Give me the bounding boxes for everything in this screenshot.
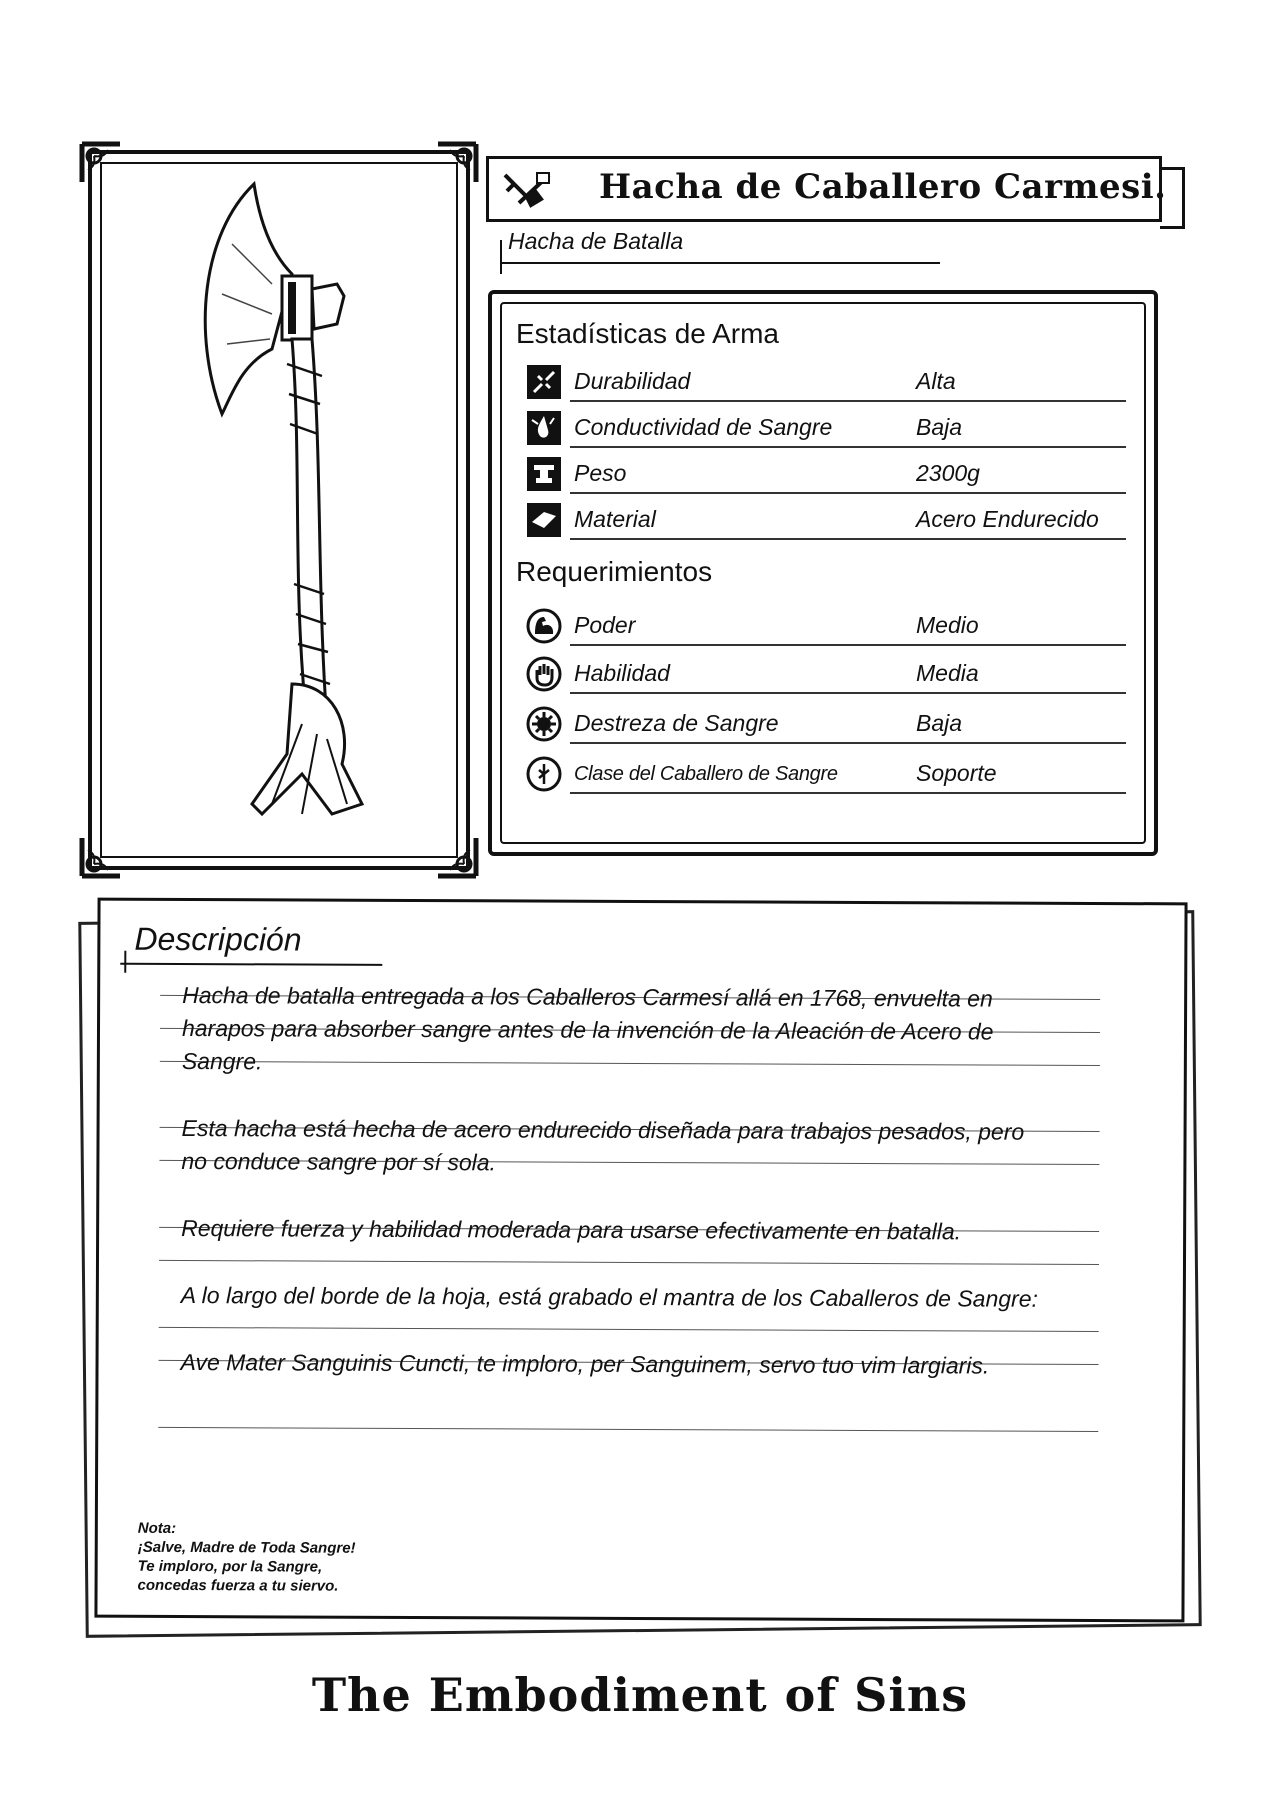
translation-note (138, 1519, 356, 1596)
requirement-row-skill (526, 654, 1126, 694)
divider (570, 446, 1126, 448)
stat-value: Medio (916, 612, 979, 638)
blood-splatter-icon (526, 706, 562, 742)
divider (570, 742, 1126, 744)
sword-axe-icon (501, 169, 553, 209)
title-banner (486, 156, 1167, 222)
stat-value: Baja (916, 414, 963, 440)
description-heading: Descripción (134, 920, 302, 958)
weapon-illustration-frame (88, 150, 470, 870)
blood-drop-icon (526, 410, 562, 446)
stat-label: Conductividad de Sangre (574, 414, 833, 440)
divider (500, 262, 940, 264)
description-paragraph: Hacha de batalla entregada a los Caballeros Carmesí allá en 1768, envuelta en harapos para absorber sangre antes de la invención de la Aleación de Acero de Sangre. (181, 981, 994, 1075)
divider (124, 951, 126, 973)
ornament-icon (78, 834, 124, 880)
broken-chain-icon (526, 364, 562, 400)
stat-label: Material (574, 506, 656, 532)
ornament-icon (78, 140, 124, 186)
stat-label: Poder (574, 612, 636, 638)
divider (570, 792, 1126, 794)
ornament-icon (434, 140, 480, 186)
divider (570, 538, 1126, 540)
axe-illustration (132, 164, 432, 864)
weapon-name: Hacha de Caballero Carmesi. (599, 167, 1167, 207)
stat-value: Alta (916, 368, 956, 394)
stat-row-weight (526, 454, 1126, 494)
stat-row-material (526, 500, 1126, 540)
divider (570, 400, 1126, 402)
stat-value: 2300g (916, 460, 980, 486)
note-line: concedas fuerza a tu siervo. (137, 1576, 339, 1595)
description-body (180, 979, 1042, 1417)
stat-value: Acero Endurecido (916, 506, 1099, 532)
description-paragraph: Requiere fuerza y habilidad moderada para usarse efectivamente en batalla. (181, 1214, 962, 1245)
stat-label: Destreza de Sangre (574, 710, 779, 736)
divider (570, 492, 1126, 494)
note-line: Te imploro, por la Sangre, (137, 1557, 323, 1576)
stat-value: Baja (916, 710, 963, 736)
stat-value: Soporte (916, 760, 997, 786)
description-paragraph: Ave Mater Sanguinis Cuncti, te imploro, per Sanguinem, servo tuo vim largiaris. (180, 1348, 990, 1379)
muscle-arm-icon (526, 608, 562, 644)
description-paragraph: A lo largo del borde de la hoja, está grabado el mantra de los Caballeros de Sangre: (180, 1281, 1038, 1312)
anvil-icon (526, 456, 562, 492)
requirements-heading: Requerimientos (516, 556, 713, 587)
weapon-class: Hacha de Batalla (508, 228, 684, 254)
description-paper (94, 898, 1187, 1623)
ornament-icon (434, 834, 480, 880)
stats-panel (488, 290, 1158, 856)
divider (570, 692, 1126, 694)
divider (570, 644, 1126, 646)
note-line: Nota: (137, 1519, 177, 1537)
divider (500, 240, 502, 274)
note-line: ¡Salve, Madre de Toda Sangre! (137, 1538, 356, 1557)
description-paragraph: Esta hacha está hecha de acero endurecido diseñada para trabajos pesados, pero no conduce sangre por sí sola. (181, 1114, 1025, 1176)
requirement-row-knight-class (526, 754, 1126, 794)
stat-value: Media (916, 660, 979, 686)
stat-label: Peso (574, 460, 627, 486)
divider (120, 963, 382, 966)
ruled-line (158, 1427, 1098, 1432)
stat-row-blood-conductivity (526, 408, 1126, 448)
stats-heading: Estadísticas de Arma (516, 318, 780, 349)
requirement-row-power (526, 606, 1126, 646)
ingot-icon (526, 502, 562, 538)
stat-row-durability (526, 362, 1126, 402)
stat-label: Clase del Caballero de Sangre (574, 763, 838, 785)
stat-label: Habilidad (574, 660, 670, 686)
requirement-row-blood-dexterity (526, 704, 1126, 744)
rune-icon (526, 756, 562, 792)
hand-icon (526, 656, 562, 692)
footer-title: The Embodiment of Sins (311, 1668, 969, 1722)
stat-label: Durabilidad (574, 368, 691, 394)
